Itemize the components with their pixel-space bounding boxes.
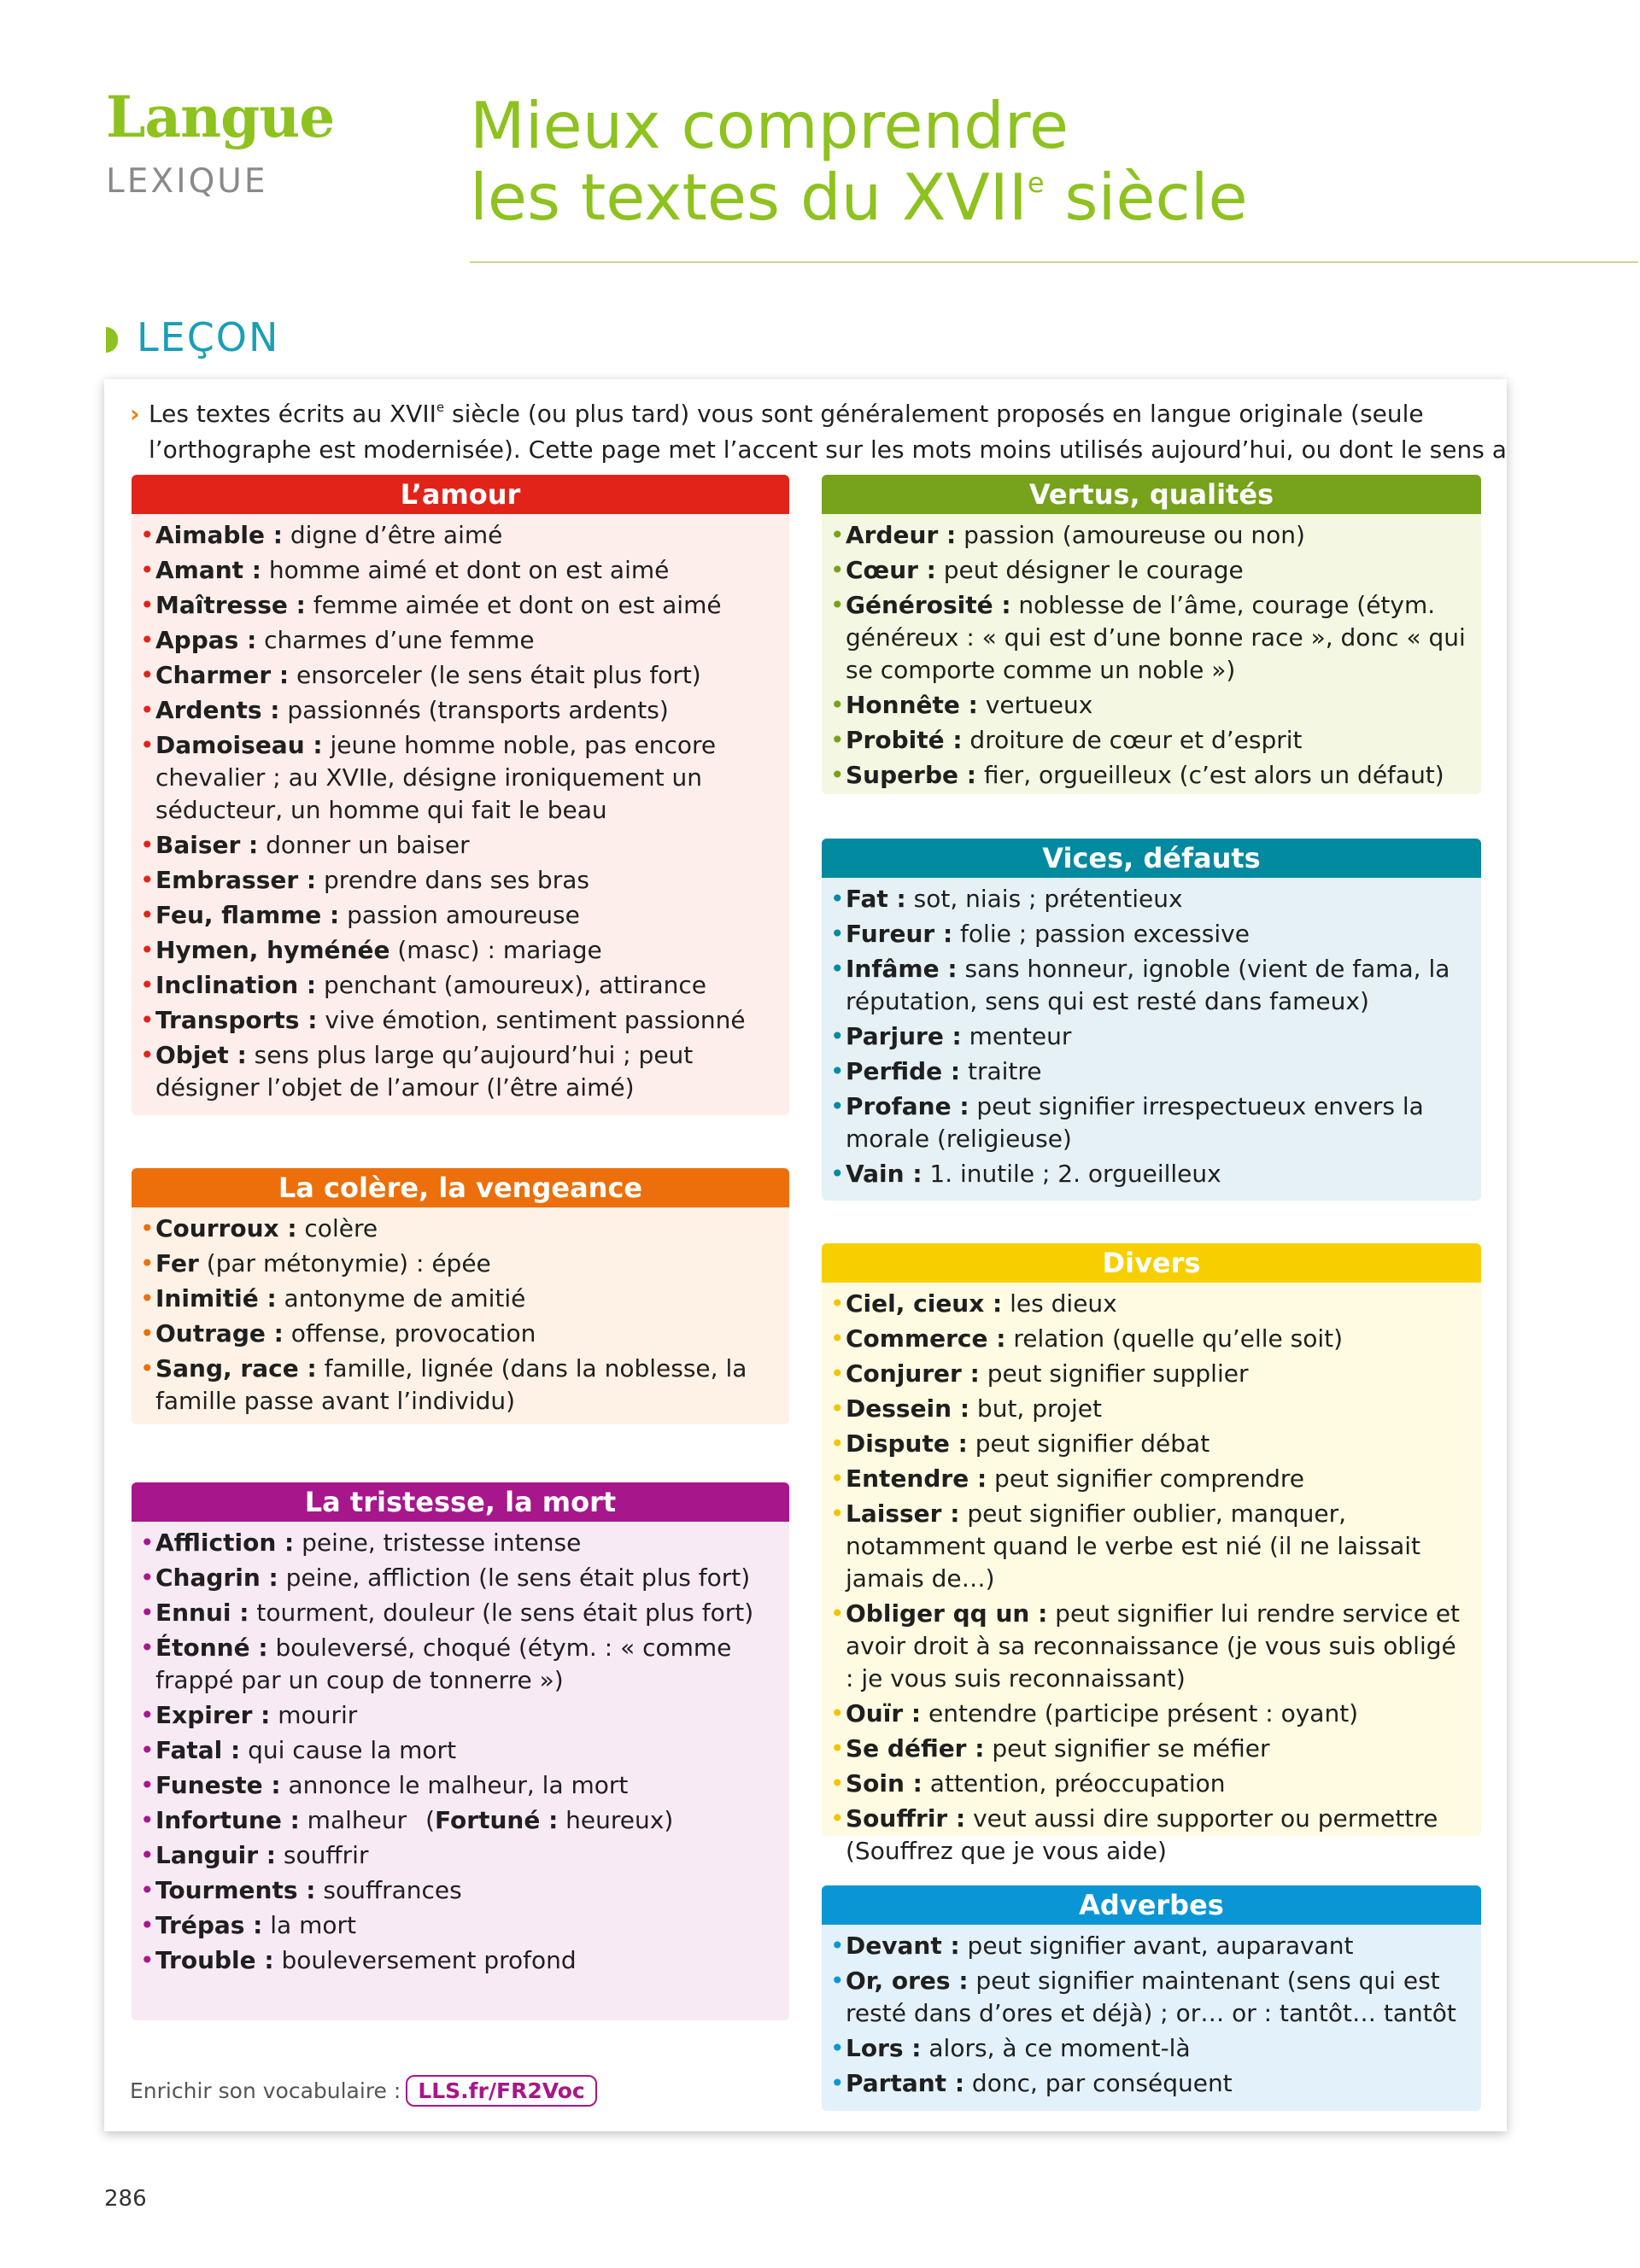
term-definition: bouleversé, choqué (étym. : « comme frappé par un coup de tonnerre ») <box>155 1634 732 1694</box>
intro-text-b: siècle (ou plus tard) vous sont généralement proposés en langue originale (seule l’orthographe est modernisée). Cette page met l’accent sur les mots moins utilisés aujourd’hui, ou dont le sens a <box>149 400 1507 464</box>
term-word: Laisser : <box>846 1499 960 1528</box>
chapter-subcategory: LEXIQUE <box>106 162 268 201</box>
term-definition: passion (amoureuse ou non) <box>956 521 1305 549</box>
term-list <box>822 1283 1481 1877</box>
term-item <box>830 1463 1469 1495</box>
term-definition: femme aimée et dont on est aimé <box>305 591 722 619</box>
term-word: Affliction : <box>155 1529 295 1557</box>
term-word: Expirer : <box>155 1701 271 1729</box>
term-definition: traitre <box>960 1057 1042 1085</box>
page-title <box>470 90 1248 233</box>
term-definition: peut signifier supplier <box>979 1359 1249 1388</box>
term-definition: peut désigner le courage <box>935 556 1244 584</box>
term-definition: sans honneur, ignoble (vient de fama, la réputation, sens qui est resté dans fameux) <box>846 955 1450 1015</box>
term-definition: qui cause la mort <box>240 1736 457 1764</box>
term-word: Souffrir : <box>846 1804 966 1833</box>
term-definition: ensorceler (le sens était plus fort) <box>289 661 701 689</box>
term-item <box>140 1527 777 1559</box>
term-definition: peine, affliction (le sens était plus fort) <box>278 1564 751 1592</box>
term-item <box>140 1769 777 1802</box>
term-word: Infâme : <box>846 955 958 983</box>
term-item <box>140 1944 777 1977</box>
term-item <box>830 2032 1469 2065</box>
box-adverbes <box>822 1885 1481 2111</box>
box-colere <box>132 1168 789 1424</box>
term-item <box>140 694 777 727</box>
term-item <box>140 1562 777 1594</box>
term-item <box>830 1768 1469 1800</box>
term-item <box>830 1090 1469 1155</box>
term-definition: alors, à ce moment-là <box>921 2034 1191 2062</box>
term-word: Lors : <box>846 2034 922 2062</box>
term-item <box>140 1318 777 1350</box>
term-definition: charmes d’une femme <box>256 626 535 654</box>
term-item <box>830 1428 1469 1460</box>
term-definition: offense, provocation <box>283 1319 536 1347</box>
term-list <box>132 514 789 1114</box>
term-item <box>830 1803 1469 1868</box>
title-line-1: Mieux comprendre <box>470 88 1069 163</box>
box-title: Divers <box>822 1243 1481 1283</box>
term-item <box>830 1158 1469 1190</box>
box-vertus <box>822 475 1481 794</box>
term-definition: peut signifier se méfier <box>984 1734 1270 1762</box>
term-definition: donc, par conséquent <box>964 2069 1233 2097</box>
term-word: Appas : <box>155 626 257 654</box>
term-item <box>140 969 777 1002</box>
term-item <box>830 1020 1469 1053</box>
term-definition: vertueux <box>977 691 1093 719</box>
term-word: Fer <box>155 1249 199 1277</box>
box-title: La colère, la vengeance <box>132 1168 789 1207</box>
term-word: Tourments : <box>155 1876 316 1904</box>
term-word: Fortuné : <box>435 1806 559 1834</box>
term-definition: heureux) <box>558 1806 674 1834</box>
term-list <box>822 878 1481 1200</box>
term-word: Dispute : <box>846 1429 968 1458</box>
term-word: Ardents : <box>155 696 280 724</box>
page-number: 286 <box>104 2186 147 2212</box>
term-item <box>140 1248 777 1280</box>
term-list <box>132 1207 789 1427</box>
term-word: Soin : <box>846 1769 922 1797</box>
term-item <box>830 1598 1469 1695</box>
term-word: Obliger qq un : <box>846 1599 1048 1628</box>
vocabulary-link[interactable]: LLS.fr/FR2Voc <box>406 2075 596 2107</box>
term-definition: annonce le malheur, la mort <box>280 1771 629 1799</box>
term-definition: peut signifier comprendre <box>987 1464 1304 1493</box>
term-item <box>830 1055 1469 1088</box>
term-item <box>830 1358 1469 1390</box>
term-item <box>830 1965 1469 2030</box>
title-text-b: siècle <box>1044 160 1248 235</box>
subitem-open: ( <box>425 1806 436 1834</box>
term-item <box>830 883 1469 915</box>
term-definition: sens plus large qu’aujourd’hui ; peut désigner l’objet de l’amour (l’être aimé) <box>155 1041 694 1102</box>
term-item <box>140 1353 777 1418</box>
chevron-right-icon: › <box>130 400 140 428</box>
enrich-vocabulary <box>130 2075 597 2107</box>
term-item <box>830 589 1469 687</box>
term-item <box>830 724 1469 757</box>
term-word: Dessein : <box>846 1394 970 1423</box>
term-definition: homme aimé et dont on est aimé <box>261 556 670 584</box>
term-word: Sang, race : <box>155 1354 317 1382</box>
term-item <box>140 519 777 552</box>
term-word: Or, ores : <box>846 1967 969 1995</box>
term-item <box>830 554 1469 587</box>
box-title: Vertus, qualités <box>822 475 1481 514</box>
title-rule <box>470 261 1638 263</box>
term-word: Profane : <box>846 1092 969 1120</box>
term-definition: mourir <box>270 1701 358 1729</box>
term-word: Charmer : <box>155 661 290 689</box>
box-tristesse <box>132 1482 789 2020</box>
term-word: Baiser : <box>155 831 259 859</box>
term-item <box>140 1804 777 1837</box>
term-definition: fier, orgueilleux (c’est alors un défaut) <box>975 761 1444 789</box>
term-definition: peut signifier irrespectueux envers la morale (religieuse) <box>846 1092 1424 1153</box>
term-definition: droiture de cœur et d’esprit <box>962 726 1303 754</box>
term-definition: bouleversement profond <box>273 1946 577 1974</box>
term-item <box>140 1839 777 1872</box>
term-item <box>140 1632 777 1697</box>
title-text-a: les textes du XVII <box>470 160 1028 235</box>
term-word: Commerce : <box>846 1324 1006 1353</box>
section-marker-icon <box>106 327 118 353</box>
term-word: Étonné : <box>155 1634 268 1662</box>
term-word: Languir : <box>155 1841 276 1869</box>
term-word: Cœur : <box>846 556 936 584</box>
term-word: Inimitié : <box>155 1284 277 1312</box>
term-definition: noblesse de l’âme, courage (étym. généreux : « qui est d’une bonne race », donc « qui se comporte comme un noble ») <box>846 591 1466 684</box>
term-word: Trouble : <box>155 1946 274 1974</box>
term-word: Transports : <box>155 1006 318 1034</box>
term-item <box>140 1004 777 1037</box>
term-word: Parjure : <box>846 1022 962 1050</box>
term-word: Trépas : <box>155 1911 263 1939</box>
term-definition: attention, préoccupation <box>922 1769 1226 1797</box>
term-definition: peine, tristesse intense <box>294 1529 582 1557</box>
term-subitem <box>407 1804 673 1837</box>
term-item <box>830 2067 1469 2100</box>
term-word: Maîtresse : <box>155 591 306 619</box>
term-item <box>140 554 777 587</box>
term-list <box>132 1522 789 1986</box>
term-item <box>830 1323 1469 1355</box>
term-item <box>140 1909 777 1942</box>
term-definition: veut aussi dire supporter ou permettre (Souffrez que je vous aide) <box>846 1804 1438 1865</box>
term-item <box>140 934 777 967</box>
term-item <box>140 1213 777 1245</box>
term-word: Probité : <box>846 726 963 754</box>
term-definition: penchant (amoureux), attirance <box>316 971 706 999</box>
term-item <box>140 899 777 932</box>
term-word: Partant : <box>846 2069 965 2097</box>
term-word: Hymen, hyménée <box>155 936 390 964</box>
term-definition: souffrir <box>276 1841 369 1869</box>
term-word: Ennui : <box>155 1599 249 1627</box>
term-word: Infortune : <box>155 1806 300 1834</box>
term-definition: les dieux <box>1002 1289 1117 1318</box>
term-definition: souffrances <box>315 1876 462 1904</box>
term-item <box>140 624 777 657</box>
term-item <box>830 759 1469 792</box>
intro-superscript: e <box>436 400 445 415</box>
term-word: Fat : <box>846 885 906 913</box>
term-word: Devant : <box>846 1932 960 1960</box>
title-line-2 <box>470 161 1248 233</box>
box-divers <box>822 1243 1481 1865</box>
term-item <box>140 589 777 622</box>
term-definition: digne d’être aimé <box>282 521 503 549</box>
term-item <box>830 1288 1469 1320</box>
term-item <box>830 953 1469 1018</box>
term-definition: passion amoureuse <box>339 901 580 929</box>
term-word: Fatal : <box>155 1736 241 1764</box>
term-item <box>140 829 777 862</box>
intro-text-a: Les textes écrits au XVII <box>149 400 436 428</box>
term-word: Ouïr : <box>846 1699 922 1727</box>
term-definition: menteur <box>961 1022 1072 1050</box>
term-definition: jeune homme noble, pas encore chevalier ; au XVIIe, désigne ironiquement un séducteur, un homme qui fait le beau <box>155 731 717 824</box>
term-definition: relation (quelle qu’elle soit) <box>1005 1324 1344 1353</box>
term-word: Objet : <box>155 1041 247 1069</box>
term-item <box>830 1498 1469 1595</box>
term-definition: peut signifier lui rendre service et avoir droit à sa reconnaissance (je vous suis obligé : je vous suis reconnaissant) <box>846 1599 1461 1692</box>
term-definition: peut signifier débat <box>967 1429 1210 1458</box>
term-word: Entendre : <box>846 1464 987 1493</box>
term-definition: peut signifier maintenant (sens qui est resté dans d’ores et déjà) ; or… or : tantôt… tantôt <box>846 1967 1456 2027</box>
term-word: Fureur : <box>846 920 953 948</box>
lesson-card <box>104 379 1507 2131</box>
term-item <box>830 1393 1469 1425</box>
box-vices <box>822 839 1481 1201</box>
term-item <box>140 659 777 692</box>
term-item <box>140 864 777 897</box>
term-word: Courroux : <box>155 1214 297 1242</box>
term-definition: peut signifier oublier, manquer, notamment quand le verbe est nié (il ne laissait jamais de…) <box>846 1499 1421 1593</box>
title-superscript: e <box>1027 167 1045 199</box>
term-definition: entendre (participe présent : oyant) <box>921 1699 1359 1727</box>
term-definition: (masc) : mariage <box>390 936 602 964</box>
term-word: Outrage : <box>155 1319 284 1347</box>
term-word: Perfide : <box>846 1057 961 1085</box>
term-definition: la mort <box>262 1911 357 1939</box>
term-word: Superbe : <box>846 761 976 789</box>
term-word: Vain : <box>846 1160 922 1188</box>
term-definition: famille, lignée (dans la noblesse, la famille passe avant l’individu) <box>155 1354 747 1415</box>
term-definition: colère <box>296 1214 378 1242</box>
term-word: Embrasser : <box>155 866 317 894</box>
box-title: L’amour <box>132 475 789 514</box>
term-definition: malheur <box>299 1806 407 1834</box>
term-item <box>140 1699 777 1732</box>
term-definition: antonyme de amitié <box>276 1284 526 1312</box>
term-item <box>140 1283 777 1315</box>
term-item <box>140 1874 777 1907</box>
term-item <box>830 689 1469 722</box>
box-title: Vices, défauts <box>822 839 1481 878</box>
term-word: Amant : <box>155 556 262 584</box>
term-definition: (par métonymie) : épée <box>198 1249 491 1277</box>
term-word: Feu, flamme : <box>155 901 340 929</box>
box-amour <box>132 475 789 1115</box>
term-definition: but, projet <box>969 1394 1103 1423</box>
box-title: Adverbes <box>822 1885 1481 1925</box>
term-list <box>822 514 1481 801</box>
term-item <box>140 1039 777 1104</box>
term-word: Conjurer : <box>846 1359 980 1388</box>
chapter-category: Langue <box>106 84 335 150</box>
term-word: Ardeur : <box>846 521 957 549</box>
term-word: Damoiseau : <box>155 731 323 759</box>
term-item <box>830 1930 1469 1962</box>
term-definition: passionnés (transports ardents) <box>279 696 669 724</box>
term-word: Funeste : <box>155 1771 281 1799</box>
term-definition: peut signifier avant, auparavant <box>959 1932 1354 1960</box>
box-title: La tristesse, la mort <box>132 1482 789 1522</box>
term-word: Ciel, cieux : <box>846 1289 1003 1318</box>
term-definition: vive émotion, sentiment passionné <box>317 1006 746 1034</box>
term-word: Aimable : <box>155 521 283 549</box>
term-definition: tourment, douleur (le sens était plus fort) <box>249 1599 754 1627</box>
term-word: Générosité : <box>846 591 1011 619</box>
term-definition: 1. inutile ; 2. orgueilleux <box>922 1160 1221 1188</box>
term-item <box>140 1734 777 1767</box>
term-word: Se défier : <box>846 1734 985 1762</box>
term-list <box>822 1925 1481 2109</box>
section-label-text: LEÇON <box>137 314 280 360</box>
term-definition: sot, niais ; prétentieux <box>905 885 1183 913</box>
term-word: Inclination : <box>155 971 317 999</box>
term-item <box>830 1733 1469 1765</box>
term-definition: donner un baiser <box>258 831 470 859</box>
term-definition: folie ; passion excessive <box>952 920 1250 948</box>
term-item <box>140 1597 777 1629</box>
term-word: Honnête : <box>846 691 978 719</box>
enrich-label: Enrichir son vocabulaire : <box>130 2078 401 2103</box>
term-item <box>140 729 777 827</box>
term-definition: prendre dans ses bras <box>316 866 589 894</box>
term-word: Chagrin : <box>155 1564 278 1592</box>
term-item <box>830 918 1469 950</box>
section-label <box>106 314 279 360</box>
term-item <box>830 1698 1469 1730</box>
term-item <box>830 519 1469 552</box>
